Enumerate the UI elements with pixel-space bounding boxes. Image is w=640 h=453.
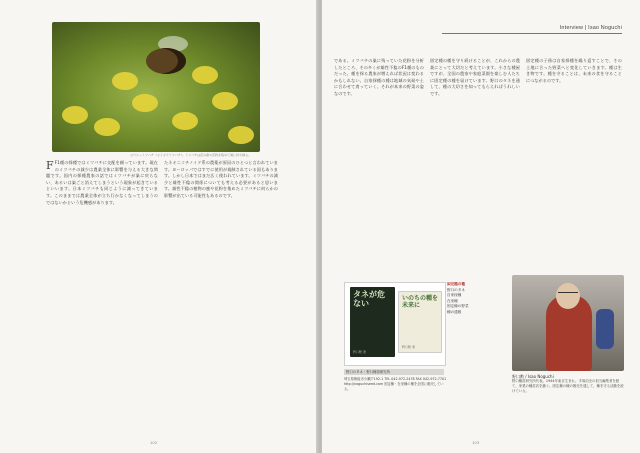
shop-info: 埼玉県飯能市小瀬戸192-1 TEL 042-972-2478 FAX 042-972-7701 http://noguchiseed.com 固定種・在来種の種を全国に販売している。: [344, 377, 447, 391]
flower-shape: [228, 126, 254, 144]
drop-cap: F: [46, 160, 54, 172]
book-subtitle: 野口勲 著: [353, 350, 366, 354]
flower-shape: [192, 66, 218, 84]
photo-caption: ヨウシュミツバチ（セイヨウミツバチ）。ミツバチは花の蜜や花粉を集めて巣に持ち帰る。: [130, 153, 252, 157]
header-rule: [442, 33, 622, 34]
article-text: 固定種の子孫は自家採種を繰り返すことで、その土地に合った野菜へと変化していきます。種は生き物です。種を守ることは、未来の食を守ることにつながるのです。: [526, 58, 622, 83]
glasses-shape: [558, 292, 578, 297]
book-title: いのちの種を未来に: [402, 295, 439, 309]
flower-shape: [212, 92, 238, 110]
book-title: タネが危ない: [353, 290, 385, 308]
profile-name: 野口勲 / Isao Noguchi: [512, 374, 554, 379]
article-text: である。ミツバチの巣に残っていた花粉を分析したところ、その多くが雄性不稔のF1種のものだった。種を採る農家が増えれば状況は変わるかもしれない。自家採種の種は地域の気候や土に合わせて育っていく。それが本来の野菜の姿なのです。: [334, 58, 424, 96]
ad-heading: 固定種の種: [447, 282, 465, 286]
ad-list: [447, 282, 507, 366]
ad-item: 在来種: [447, 298, 458, 303]
article-text: 固定種の種を守り続けることが、これからの農業にとって大切だと考えています。小さな種屋ですが、全国の農家や家庭菜園を楽しむ人たちに固定種の種を届けています。野口のタネを通して、種の大切さを知ってもらえればうれしいです。: [430, 58, 520, 96]
header-label: Interview: [559, 25, 584, 31]
book-cover: [350, 287, 395, 357]
book-subtitle: 野口勲 著: [402, 345, 415, 349]
portrait-photo: [512, 275, 624, 371]
article-column: [526, 58, 622, 268]
flower-shape: [62, 106, 88, 124]
flower-shape: [132, 94, 158, 112]
flower-shape: [94, 118, 120, 136]
ad-item: 野口のタネ: [447, 287, 465, 292]
page-header: [560, 25, 622, 31]
profile-text: 野口種苗研究所代表。1944年東京生まれ。手塚治虫の担当編集者を経て、家業の種苗店を継ぐ。固定種の種の販売を通して、種を守る活動を続けている。: [512, 379, 624, 393]
article-column: [46, 160, 158, 446]
page-number: 103: [472, 440, 480, 445]
article-column: [334, 58, 424, 268]
book-cover: [398, 291, 442, 353]
left-page: [0, 0, 318, 453]
ad-item: 自家採種: [447, 293, 462, 297]
header-name: Isao Noguchi: [588, 25, 622, 31]
flower-shape: [172, 112, 198, 130]
ad-item: 固定種の野菜: [447, 304, 469, 308]
ad-item: 種の通販: [447, 309, 462, 314]
book-covers: [344, 282, 446, 366]
flower-shape: [112, 72, 138, 90]
right-page: [322, 0, 640, 453]
header-separator: |: [584, 25, 587, 31]
bee-body: [146, 48, 186, 74]
shop-label: 野口のタネ・野口種苗研究所: [344, 369, 444, 375]
article-column: [164, 160, 278, 446]
article-text: たネオニコチノイド系の農薬が原因のひとつと言われています。ヨーロッパではすでに使用が規制されている国もあります。しかし日本ではまだ広く使われています。ミツバチの減少と雄性不稔の関係についても考える必要があると思います。雄性不稔の植物の蜜や花粉を集めたミツバチに何らかの影響が出ている可能性もあるのです。: [164, 160, 278, 198]
figurine-shape: [596, 309, 614, 349]
article-column: [430, 58, 520, 268]
page-number: 102: [150, 440, 158, 445]
article-text: F1種の採種ではミツバチに交配を頼っています。現在のミツバチの減少は農業全体に影響を与える大きな問題です。国内の採種農家の話ではミツバチが巣に戻らない、あるいは巣ごと消えてしまうという現象が起きているといいます。日本ミツバチも同じように減ってきています。このままでは農業全体が立ち行かなくなってしまうのではないかという危機感があります。: [46, 160, 158, 205]
bee-photo: [52, 22, 260, 152]
profile-box: [512, 374, 624, 436]
